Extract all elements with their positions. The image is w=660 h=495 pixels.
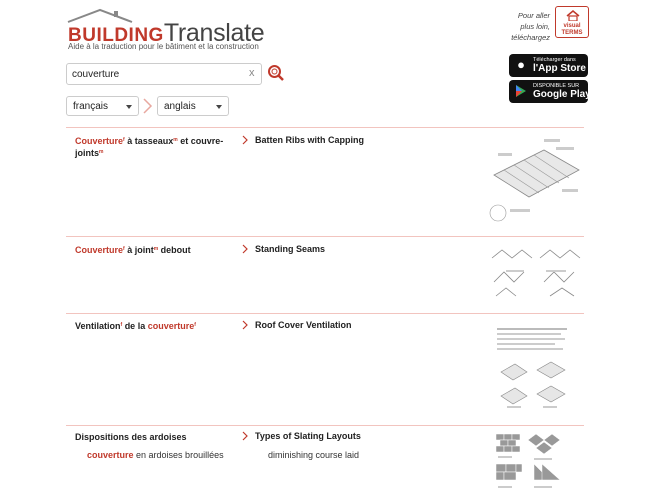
chevron-down-icon (216, 105, 222, 109)
search-box (66, 63, 262, 85)
chevron-right-icon (241, 135, 249, 145)
clear-icon[interactable]: x (249, 67, 255, 79)
badge-line2: TERMS (561, 30, 583, 36)
google-big: Google Play (533, 89, 591, 100)
logo-bold: BUILDING (68, 25, 164, 46)
result-sub-source-term[interactable]: couverture en ardoises brouillées (87, 450, 224, 460)
search-icon[interactable] (267, 64, 285, 82)
divider (66, 313, 584, 314)
target-language-select[interactable] (157, 96, 229, 116)
apple-icon: ● (517, 57, 525, 72)
ventilation-diagram-image[interactable] (497, 326, 572, 412)
divider (66, 127, 584, 128)
result-target-term[interactable]: Types of Slating Layouts (255, 431, 361, 441)
result-source-term[interactable]: Couverture$^f$ à joint$^m$ debout (75, 245, 191, 255)
google-small: DISPONIBLE SUR (533, 83, 580, 89)
promo-text: Pour aller plus loin, téléchargez (511, 11, 550, 42)
source-language-value: français (73, 101, 109, 112)
tagline: Aide à la traduction pour le bâtiment et la construction (68, 42, 259, 51)
app-store-small: Télécharger dans (533, 57, 576, 63)
logo-rest: Translate (163, 19, 265, 47)
result-source-term[interactable]: Dispositions des ardoises (75, 432, 187, 442)
result-source-term[interactable]: Ventilation$^f$ de la couverture$^f$ (75, 321, 196, 331)
house-icon (566, 10, 580, 21)
play-icon (514, 84, 528, 98)
chevron-down-icon (126, 105, 132, 109)
result-source-term[interactable]: Couverture$^f$ à tasseaux$^m$ et couvre-joints$^m$ (75, 136, 224, 158)
search-input[interactable] (72, 67, 242, 82)
source-language-select[interactable] (66, 96, 139, 116)
visual-terms-badge[interactable] (555, 6, 589, 38)
result-target-term[interactable]: Standing Seams (255, 244, 326, 254)
standing-seams-image[interactable] (490, 244, 584, 300)
chevron-right-icon (141, 98, 153, 114)
chevron-right-icon (241, 431, 249, 441)
result-target-term[interactable]: Batten Ribs with Capping (255, 135, 364, 145)
chevron-right-icon (241, 244, 249, 254)
divider (66, 425, 584, 426)
result-sub-target-term[interactable]: diminishing course laid (268, 450, 360, 460)
slating-layouts-image[interactable] (494, 432, 572, 494)
badge-line1: visual (563, 23, 581, 29)
google-play-button[interactable] (509, 80, 591, 103)
roof-diagram-image[interactable] (484, 135, 586, 225)
result-target-term[interactable]: Roof Cover Ventilation (255, 320, 352, 330)
app-store-button[interactable] (509, 54, 588, 77)
chevron-right-icon (241, 320, 249, 330)
app-store-big: l'App Store (533, 63, 586, 74)
target-language-value: anglais (164, 101, 196, 112)
divider (66, 236, 584, 237)
